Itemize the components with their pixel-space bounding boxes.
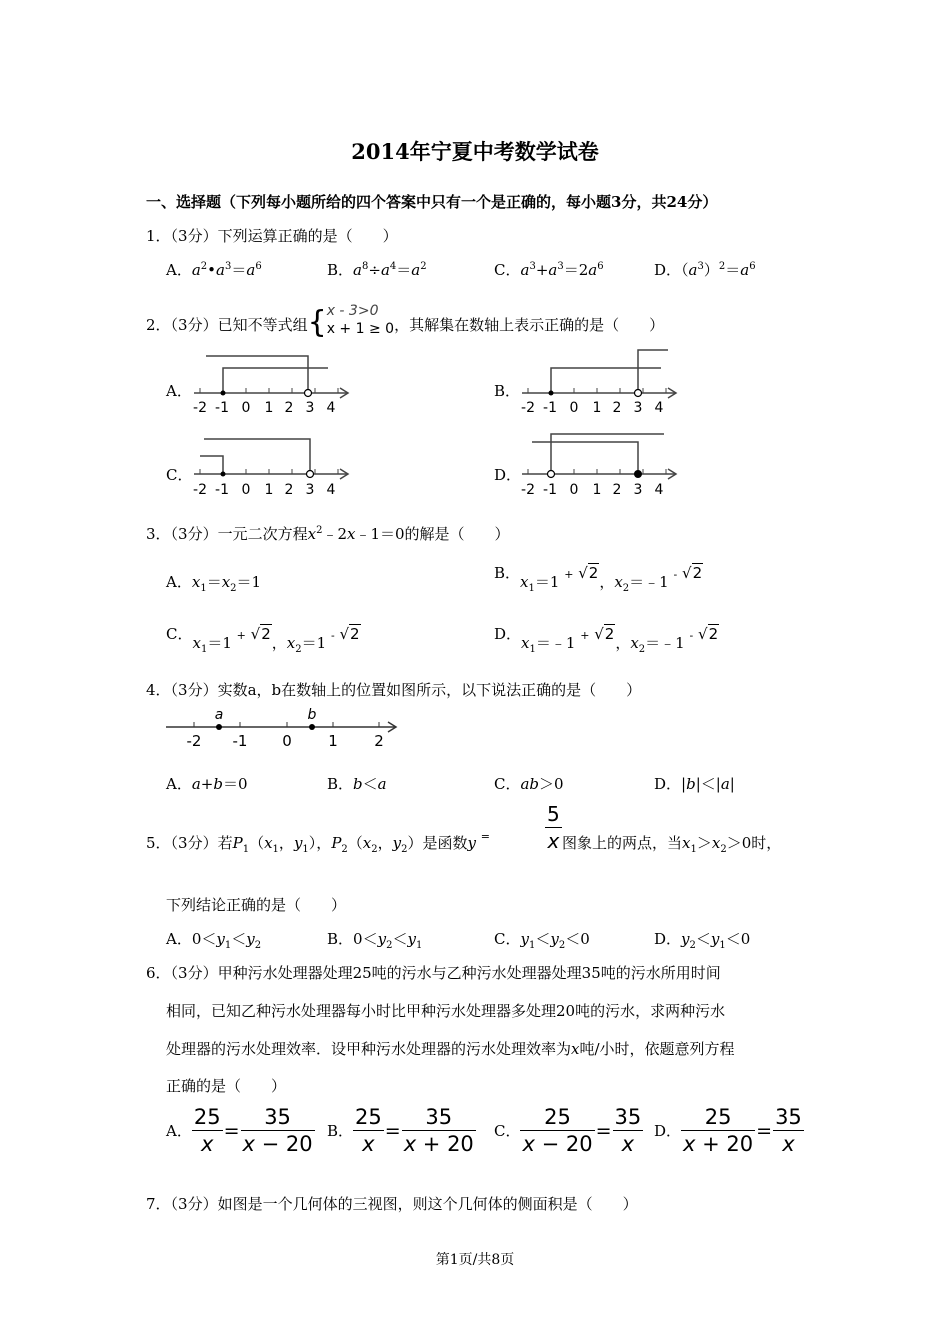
axis-label: 0: [569, 482, 579, 498]
q6-option-b: B． $\frac{25}{x}$ = $\frac{35}{x + 20}$: [327, 1105, 474, 1156]
axis-label: 4: [326, 482, 336, 498]
axis-label: -1: [232, 732, 248, 750]
question-4-stem: 4．（3分）实数a，b在数轴上的位置如图所示，以下说法正确的是（ ）: [146, 681, 642, 699]
q2-number-line-c: [190, 432, 360, 498]
axis-label: 0: [569, 400, 579, 415]
question-6-line2: 相同，已知乙种污水处理器每小时比甲种污水处理器多处理20吨的污水，求两种污水: [166, 1002, 726, 1020]
question-2-stem: 2．（3分）已知不等式组{ x - 3>0 x + 1 ≥ 0 ，其解集在数轴上表示正确的是（ ）: [146, 303, 665, 340]
q5-option-c: C．$y_1<y_2<0$: [494, 930, 590, 951]
axis-label: -1: [543, 400, 557, 415]
question-6-line3: 处理器的污水处理效率．设甲种污水处理器的污水处理效率为x吨/小时，依题意列方程: [166, 1040, 735, 1058]
question-1-stem: 1．（3分）下列运算正确的是（ ）: [146, 227, 398, 245]
page-title: 2014年宁夏中考数学试卷: [351, 139, 599, 164]
point-b-label: b: [307, 707, 317, 723]
q5-option-b: B．$0<y_2<y_1$: [327, 930, 423, 951]
axis-label: -2: [193, 400, 207, 415]
question-5-stem-tail: 图象上的两点，当$x_1>x_2>0$时，: [562, 834, 782, 855]
axis-label: 4: [654, 482, 664, 498]
inequality-2: x + 1 ≥ 0: [326, 321, 395, 337]
axis-label: 1: [592, 482, 602, 498]
q1-option-c: C．$a^3+a^3=2a^6$: [494, 261, 604, 279]
inequality-1: x - 3>0: [326, 303, 379, 319]
axis-label: -2: [193, 482, 207, 498]
question-3-stem: 3．（3分）一元二次方程$x^2﹣2x﹣1=0$的解是（ ）: [146, 525, 510, 543]
q3-option-c: C．$x_1=1 + √2$，$x_2=1 - √2$: [166, 625, 360, 655]
axis-label: -1: [215, 400, 229, 415]
question-7-stem: 7．（3分）如图是一个几何体的三视图，则这个几何体的侧面积是（ ）: [146, 1195, 638, 1213]
q2-option-a-label: A．: [166, 382, 192, 400]
axis-label: -2: [521, 482, 535, 498]
axis-label: 4: [654, 400, 664, 415]
q2-option-c-label: C．: [166, 466, 193, 484]
q5-option-d: D．$y_2<y_1<0$: [654, 930, 751, 951]
point-a: [216, 724, 222, 730]
axis-label: 1: [264, 482, 274, 498]
q3-option-d: D．$x_1=﹣1 + √2$，$x_2=﹣1 - √2$: [494, 625, 719, 655]
axis-label: -1: [215, 482, 229, 498]
q2-number-line-d: [518, 426, 688, 498]
q2-option-b-label: B．: [494, 382, 521, 400]
axis-label: 2: [284, 400, 294, 415]
q1-option-b: B．$a^8\div a^4=a^2$: [327, 261, 427, 279]
axis-label: 0: [241, 482, 251, 498]
axis-label: 3: [633, 400, 643, 415]
q3-option-b: B．$x_1=1 + √2$，$x_2=﹣1 - √2$: [494, 564, 703, 594]
axis-label: 2: [612, 400, 622, 415]
q2-number-line-b: [518, 348, 688, 415]
point-a-label: a: [214, 707, 224, 723]
q1-option-d: D．$(a^3)^2=a^6$: [654, 261, 756, 279]
question-6-line4: 正确的是（ ）: [166, 1077, 287, 1095]
q6-option-a: A． $\frac{25}{x}$ = $\frac{35}{x - 20}$: [166, 1105, 313, 1156]
page-footer: 第1页/共8页: [435, 1252, 515, 1268]
q2-number-line-a: [190, 350, 360, 415]
q6-option-d: D． $\frac{25}{x + 20}$ = $\frac{35}{x}$: [654, 1105, 802, 1156]
axis-label: 4: [326, 400, 336, 415]
question-5-stem: 5．（3分）若$P_1(x_1$，$y_1$），$P_2(x_2$，$y_2$）是函数y =: [146, 830, 491, 855]
axis-label: 2: [374, 732, 384, 750]
axis-label: -1: [543, 482, 557, 498]
axis-label: 1: [328, 732, 338, 750]
q4-option-b: B．b＜a: [327, 775, 387, 793]
q3-option-a: A．$x_1=x_2=1$: [166, 573, 262, 594]
axis-label: 1: [592, 400, 602, 415]
q4-option-c: C．ab＞0: [494, 775, 564, 793]
axis-label: 0: [282, 732, 292, 750]
q1-option-a: A．$a^2•a^3=a^6$: [166, 261, 262, 279]
question-6-line1: 6．（3分）甲种污水处理器处理25吨的污水与乙种污水处理器处理35吨的污水所用时间: [146, 964, 721, 982]
question-5-line2: 下列结论正确的是（ ）: [166, 896, 347, 914]
axis-label: 2: [612, 482, 622, 498]
q4-number-line: [164, 706, 409, 752]
axis-label: 0: [241, 400, 251, 415]
point-b: [309, 724, 315, 730]
axis-label: 3: [633, 482, 643, 498]
axis-label: 3: [305, 400, 315, 415]
q4-option-a: A．a+b＝0: [166, 775, 248, 793]
q5-fraction: $\frac{5}{x}$: [547, 802, 560, 853]
q6-option-c: C． $\frac{25}{x - 20}$ = $\frac{35}{x}$: [494, 1105, 642, 1156]
axis-label: 3: [305, 482, 315, 498]
q4-option-d: D．|b|＜|a|: [654, 775, 735, 793]
section-heading: 一、选择题（下列每小题所给的四个答案中只有一个是正确的，每小题3分，共24分）: [146, 193, 718, 211]
axis-label: -2: [186, 732, 202, 750]
axis-label: -2: [521, 400, 535, 415]
axis-label: 1: [264, 400, 274, 415]
q5-option-a: A．$0<y_1<y_2$: [166, 930, 262, 951]
q2-option-d-label: D．: [494, 466, 522, 484]
axis-label: 2: [284, 482, 294, 498]
